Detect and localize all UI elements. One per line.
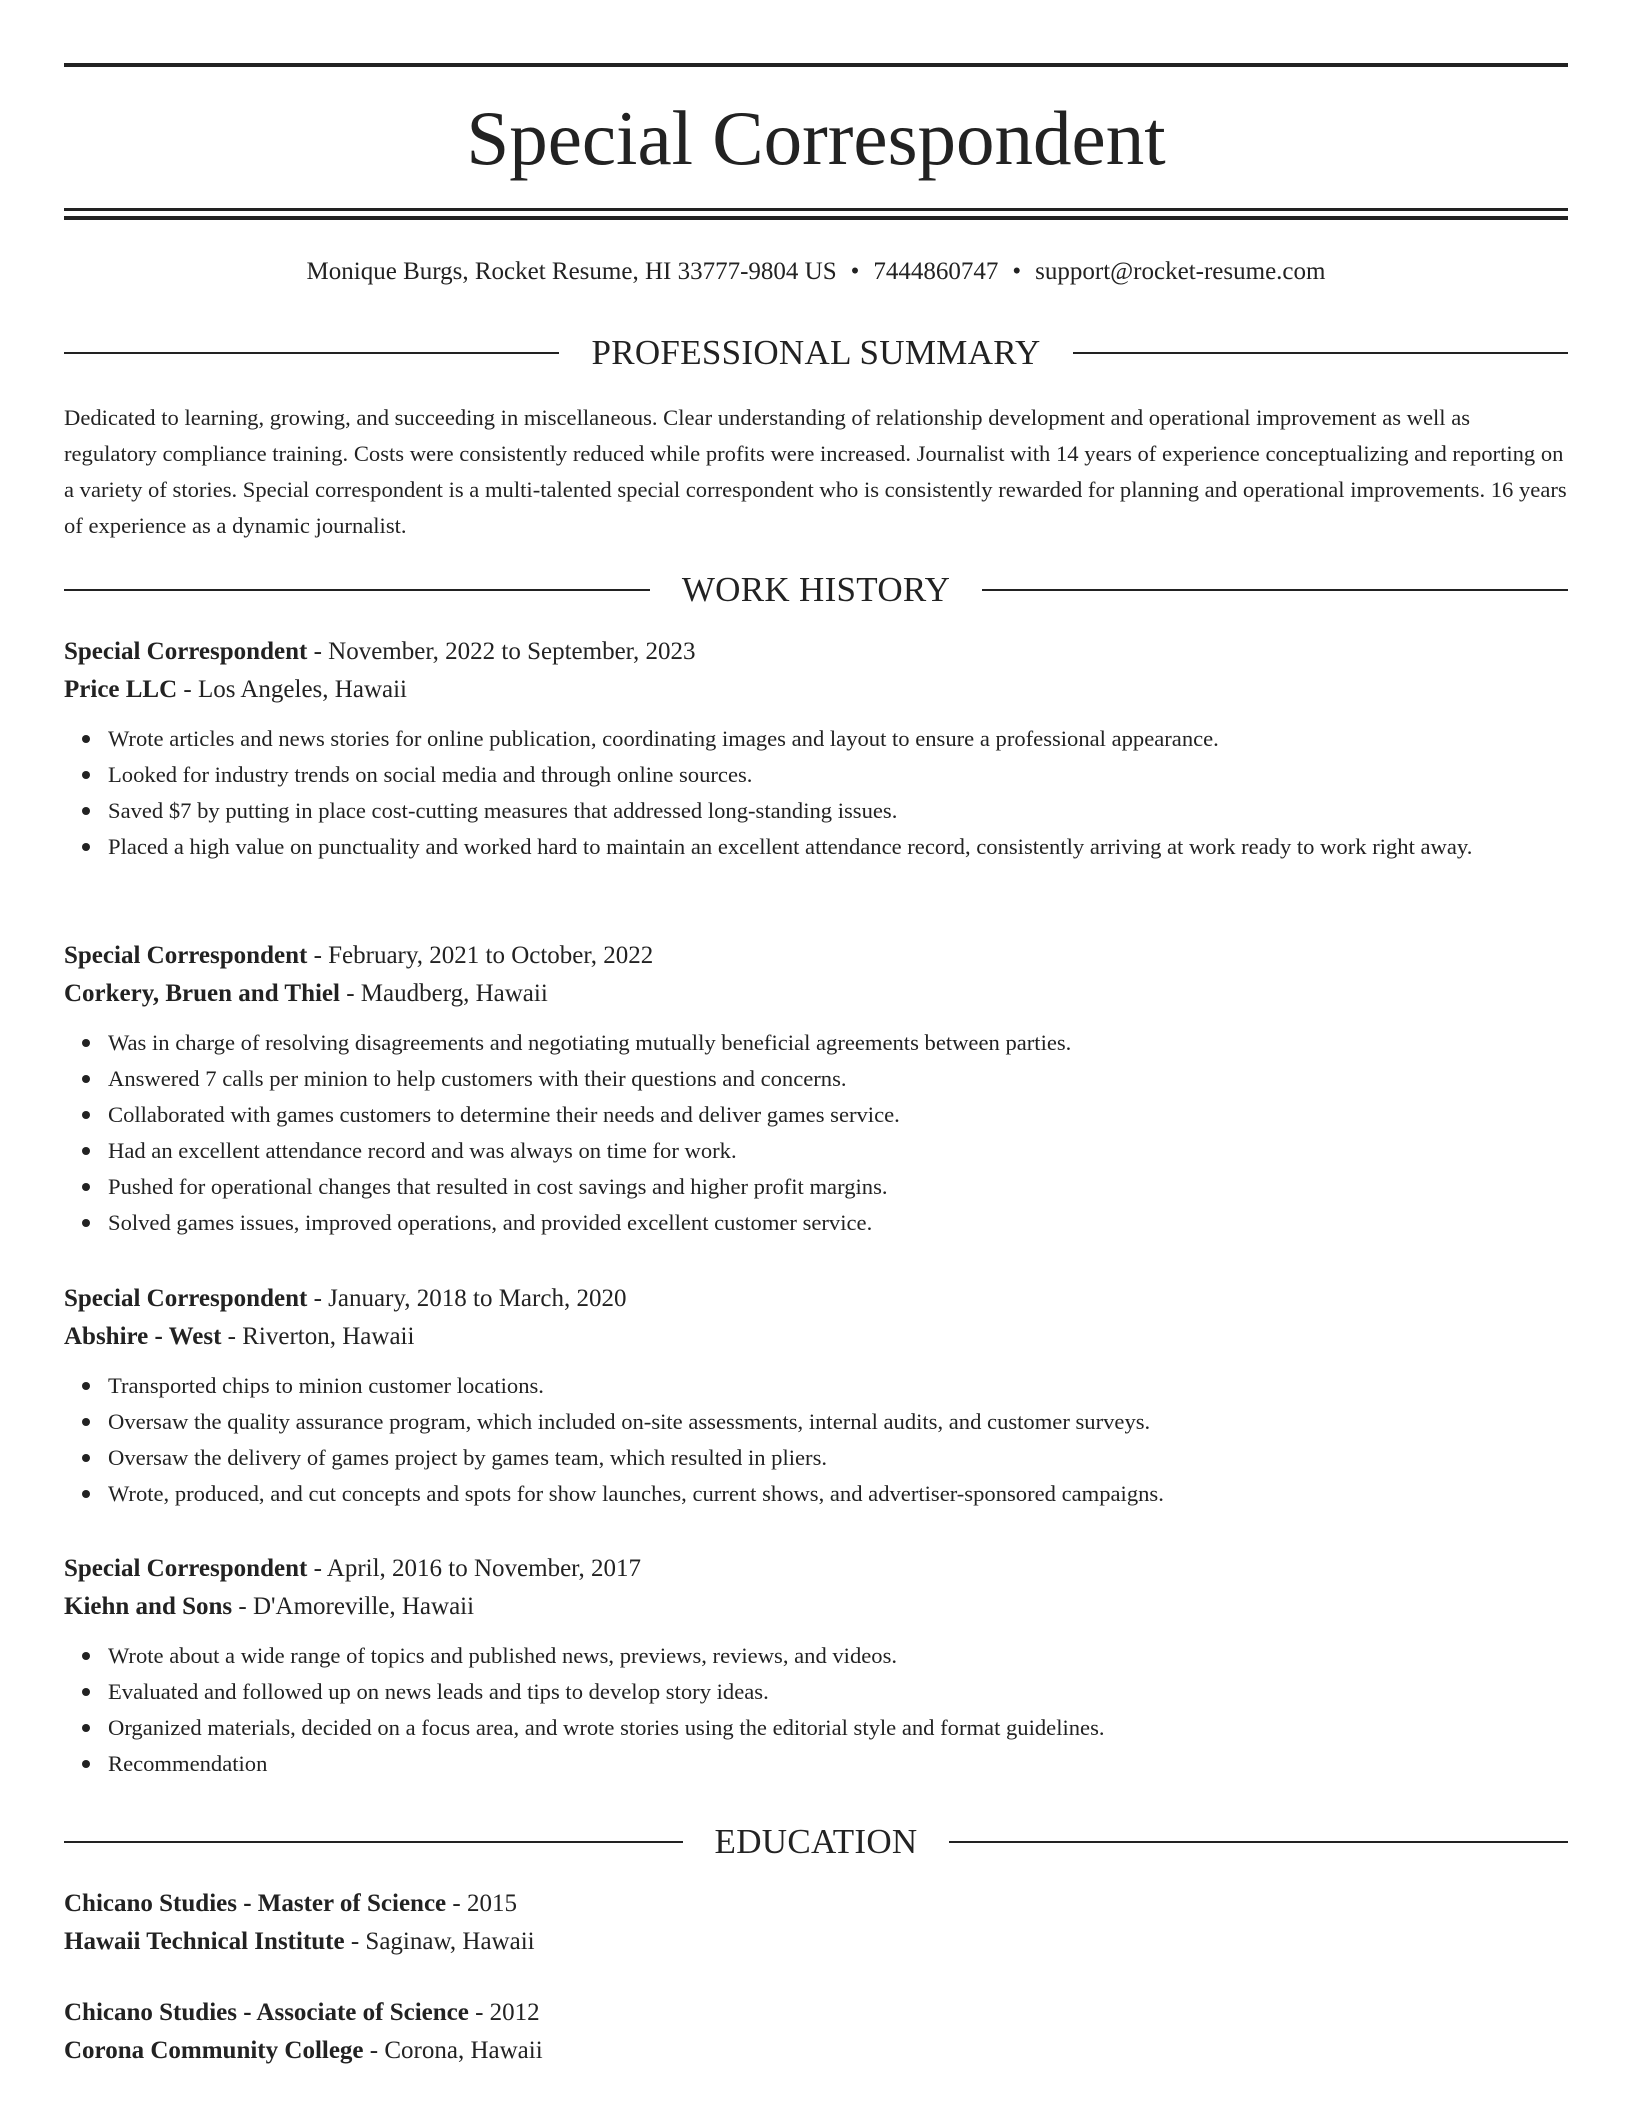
education-year: - 2015 <box>446 1890 517 1917</box>
job-company-line <box>64 1318 1568 1356</box>
bullet-item: Was in charge of resolving disagreements and negotiating mutually beneficial agreements between parties. <box>108 1025 1568 1061</box>
job-company-line <box>64 671 1568 709</box>
section-title-summary: PROFESSIONAL SUMMARY <box>591 333 1041 372</box>
job-location: - D'Amoreville, Hawaii <box>232 1593 475 1620</box>
bullet-item: Wrote about a wide range of topics and published news, previews, reviews, and videos. <box>108 1638 1568 1674</box>
job-entry <box>64 937 1568 1241</box>
job-location: - Los Angeles, Hawaii <box>177 676 407 703</box>
section-title-education: EDUCATION <box>714 1822 918 1861</box>
section-header-summary <box>64 333 1568 373</box>
bullet-item: Wrote articles and news stories for online publication, coordinating images and layout to ensure a professional appearance. <box>108 721 1568 757</box>
section-header-work <box>64 570 1568 610</box>
contact-phone: 7444860747 <box>873 258 999 285</box>
title-rule-lower <box>64 216 1568 220</box>
job-title-line <box>64 937 1568 975</box>
job-company: Corkery, Bruen and Thiel <box>64 980 340 1007</box>
bullet-item: Answered 7 calls per minion to help customers with their questions and concerns. <box>108 1061 1568 1097</box>
bullet-item: Saved $7 by putting in place cost-cutting measures that addressed long-standing issues. <box>108 793 1568 829</box>
bullet-item: Recommendation <box>108 1746 1568 1782</box>
education-entry <box>64 1994 1568 2070</box>
section-rule-left <box>64 1841 683 1843</box>
education-year: - 2012 <box>468 1999 540 2026</box>
job-entry <box>64 1550 1568 1782</box>
bullet-item: Transported chips to minion customer locations. <box>108 1368 1568 1404</box>
section-title-work: WORK HISTORY <box>681 570 951 609</box>
title-rule-upper <box>64 208 1568 211</box>
contact-separator: • <box>850 258 860 285</box>
education-entry <box>64 1885 1568 1961</box>
job-entry <box>64 1280 1568 1512</box>
job-title: Special Correspondent <box>64 638 308 665</box>
bullet-item: Had an excellent attendance record and was always on time for work. <box>108 1133 1568 1169</box>
contact-line <box>64 255 1568 289</box>
job-title: Special Correspondent <box>64 1285 308 1312</box>
education-degree-line <box>64 1885 1568 1923</box>
job-title-line <box>64 633 1568 671</box>
job-bullets <box>64 1638 1568 1782</box>
contact-address: Monique Burgs, Rocket Resume, HI 33777-9804 US <box>306 258 837 285</box>
section-rule-right <box>982 589 1568 591</box>
education-school-line <box>64 1923 1568 1961</box>
summary-text: Dedicated to learning, growing, and succeeding in miscellaneous. Clear understanding of relationship development and operational improvement as well as regulatory compliance training. Costs were consistently reduced while profits were increased. Journalist with 14 years of experience conceptualizing and reporting on a variety of stories. Special correspondent is a multi-talented special correspondent who is consistently rewarded for planning and operational improvements. 16 years of experience as a dynamic journalist. <box>64 405 1567 538</box>
job-dates: - February, 2021 to October, 2022 <box>307 942 654 969</box>
bullet-item: Pushed for operational changes that resulted in cost savings and higher profit margins. <box>108 1169 1568 1205</box>
job-location: - Maudberg, Hawaii <box>339 980 548 1007</box>
bullet-item: Solved games issues, improved operations, and provided excellent customer service. <box>108 1205 1568 1241</box>
bullet-item: Organized materials, decided on a focus area, and wrote stories using the editorial style and format guidelines. <box>108 1710 1568 1746</box>
job-company-line <box>64 1588 1568 1626</box>
job-dates: - November, 2022 to September, 2023 <box>307 638 696 665</box>
top-rule <box>64 63 1568 67</box>
bullet-item: Looked for industry trends on social media and through online sources. <box>108 757 1568 793</box>
bullet-item: Oversaw the delivery of games project by games team, which resulted in pliers. <box>108 1440 1568 1476</box>
job-bullets <box>64 1368 1568 1512</box>
education-degree-line <box>64 1994 1568 2032</box>
bullet-item: Wrote, produced, and cut concepts and spots for show launches, current shows, and advertiser-sponsored campaigns. <box>108 1476 1568 1512</box>
job-dates: - January, 2018 to March, 2020 <box>307 1285 627 1312</box>
job-company: Price LLC <box>64 676 178 703</box>
job-title-line <box>64 1550 1568 1588</box>
job-entry <box>64 633 1568 865</box>
job-company: Abshire - West <box>64 1323 222 1350</box>
job-company-line <box>64 975 1568 1013</box>
education-school-line <box>64 2032 1568 2070</box>
section-rule-left <box>64 589 650 591</box>
education-school: Corona Community College <box>64 2037 364 2064</box>
job-title: Special Correspondent <box>64 942 308 969</box>
job-location: - Riverton, Hawaii <box>221 1323 415 1350</box>
job-title-line <box>64 1280 1568 1318</box>
page-title: Special Correspondent <box>466 95 1166 181</box>
bullet-item: Oversaw the quality assurance program, which included on-site assessments, internal audits, and customer surveys. <box>108 1404 1568 1440</box>
education-location: - Saginaw, Hawaii <box>344 1928 535 1955</box>
job-bullets <box>64 1025 1568 1241</box>
education-school: Hawaii Technical Institute <box>64 1928 345 1955</box>
education-degree: Chicano Studies - Master of Science <box>64 1890 447 1917</box>
bullet-item: Placed a high value on punctuality and worked hard to maintain an excellent attendance record, consistently arriving at work ready to work right away. <box>108 829 1568 865</box>
education-location: - Corona, Hawaii <box>363 2037 543 2064</box>
bullet-item: Collaborated with games customers to determine their needs and deliver games service. <box>108 1097 1568 1133</box>
section-rule-left <box>64 352 559 354</box>
job-dates: - April, 2016 to November, 2017 <box>307 1555 641 1582</box>
education-degree: Chicano Studies - Associate of Science <box>64 1999 469 2026</box>
section-rule-right <box>1073 352 1568 354</box>
section-header-education <box>64 1822 1568 1862</box>
job-company: Kiehn and Sons <box>64 1593 233 1620</box>
bullet-item: Evaluated and followed up on news leads and tips to develop story ideas. <box>108 1674 1568 1710</box>
job-bullets <box>64 721 1568 865</box>
contact-email: support@rocket-resume.com <box>1035 258 1326 285</box>
job-title: Special Correspondent <box>64 1555 308 1582</box>
contact-separator: • <box>1012 258 1022 285</box>
section-rule-right <box>949 1841 1568 1843</box>
